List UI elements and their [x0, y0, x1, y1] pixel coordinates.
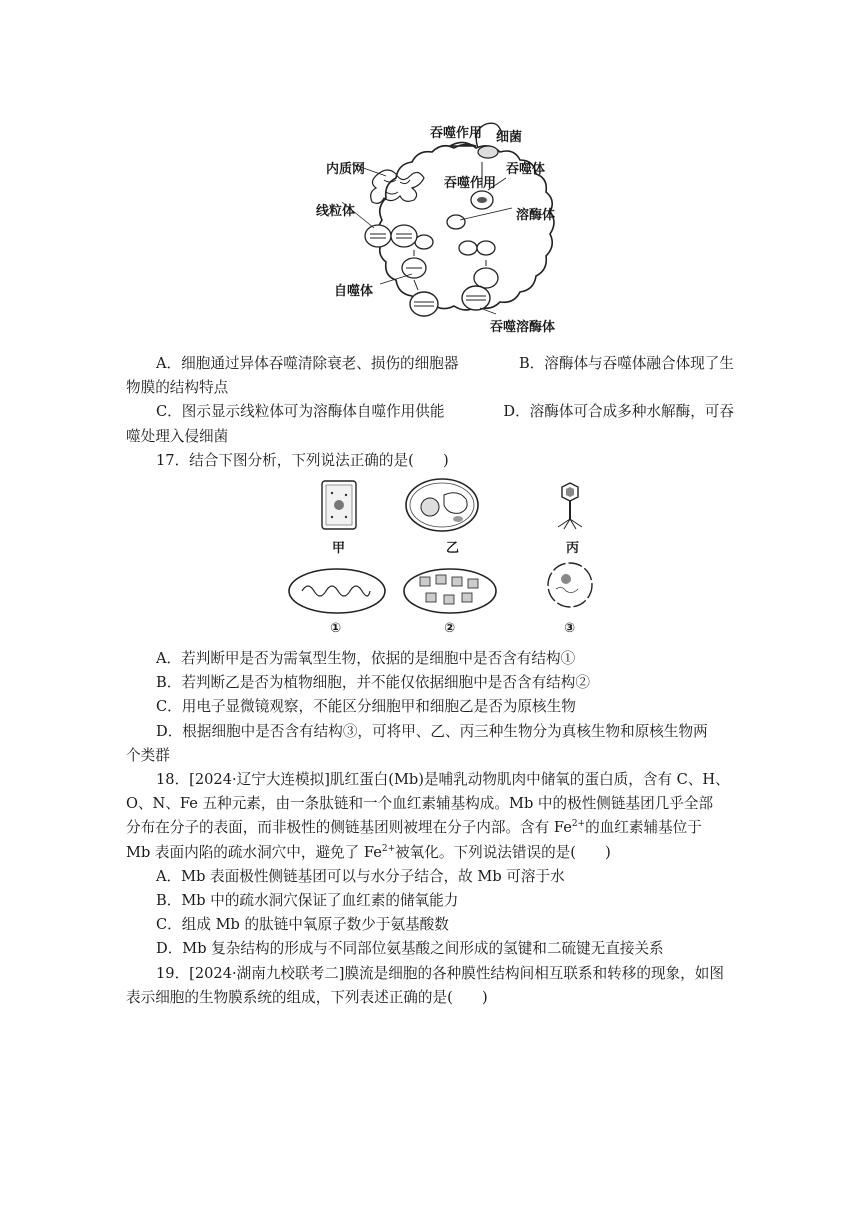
q18-stem-line4: 分布在分子的表面，而非极性的侧链基团则被埋在分子内部。含有 $Fe^{2+}$的血红素辅基位于 [126, 819, 702, 837]
fused-vesicle [474, 268, 498, 288]
organelle-drawing [280, 475, 610, 641]
q17-option-d-part1[interactable]: D．根据细胞中是否含有结构③，可将甲、乙、丙三种生物分为真核生物和原核生物两 [156, 722, 708, 740]
q16-option-b-part2: 物膜的结构特点 [126, 379, 229, 397]
mitochondrion-vesicle-1 [365, 225, 391, 247]
q18-stem-line2: O、N、Fe 五种元素，由一条肽链和一个血红素辅基构成。Mb 中的极性侧链基团几乎全部 [126, 795, 714, 813]
organelle-1-mitochondrion [289, 569, 385, 613]
q16-option-row-1 [126, 352, 734, 376]
lysosome-1 [447, 215, 465, 229]
virus-bing-core [566, 487, 574, 497]
organelle-3-nucleus [548, 563, 592, 607]
q18-option-a[interactable]: A．Mb 表面极性侧链基团可以与水分子结合，故 Mb 可溶于水 [156, 867, 565, 885]
nucleolus [561, 574, 571, 584]
label-phagolysosome: 吞噬溶酶体 [490, 320, 556, 335]
q18-stem-line5: Mb 表面内陷的疏水洞穴中，避免了 $Fe^{2+}$被氧化。下列说法错误的是( ) [126, 843, 611, 861]
label-autophagosome: 自噬体 [334, 284, 374, 299]
q17-q19-text [126, 647, 734, 1010]
q19-stem-line1: 19．[2024·湖南九校联考二]膜流是细胞的各种膜性结构间相互联系和转移的现象，如图 [156, 964, 724, 982]
leader-lysosome [460, 208, 512, 220]
cell-yi-nucleus [421, 498, 439, 516]
q19-stem-line2: 表示细胞的生物膜系统的组成，下列表述正确的是( ) [126, 988, 488, 1006]
label-phagocytosis-top: 吞噬作用 [430, 126, 483, 141]
q16-option-c[interactable]: C．图示显示线粒体可为溶酶体自噬作用供能 [156, 403, 445, 421]
label-phagosome: 吞噬体 [506, 162, 546, 177]
cell-yi-chloroplast [453, 516, 463, 522]
q17-option-b[interactable]: B．若判断乙是否为植物细胞，并不能仅依据细胞中是否含有结构② [156, 674, 590, 692]
q16-option-d-part2: 噬处理入侵细菌 [126, 427, 229, 445]
q17-stem: 17．结合下图分析，下列说法正确的是( ) [156, 451, 449, 469]
engulfed-bacterium [478, 146, 498, 158]
q16-options [126, 352, 734, 473]
label-yi: 乙 [446, 541, 460, 556]
q18-option-b[interactable]: B．Mb 中的疏水洞穴保证了血红素的储氧能力 [156, 892, 459, 910]
label-lysosome: 溶酶体 [516, 208, 556, 223]
cell-diagram-drawing [300, 118, 600, 340]
mitochondrion-vesicle-2 [391, 225, 417, 247]
label-bing: 丙 [566, 541, 580, 556]
label-organelle-1: ① [330, 621, 342, 636]
q17-option-c[interactable]: C．用电子显微镜观察，不能区分细胞甲和细胞乙是否为原核生物 [156, 698, 576, 716]
lysosome-3 [459, 241, 477, 255]
cell-jia-nucleoid [334, 500, 344, 510]
autolysosome [410, 292, 438, 316]
lysosome-4 [477, 241, 495, 255]
label-jia: 甲 [332, 541, 346, 556]
q18-option-d[interactable]: D．Mb 复杂结构的形成与不同部位氨基酸之间形成的氢键和二硫键无直接关系 [156, 940, 664, 958]
q16-option-b-part1[interactable]: B．溶酶体与吞噬体融合体现了生 [518, 355, 734, 372]
q18-option-c[interactable]: C．组成 Mb 的肽链中氧原子数少于氨基酸数 [156, 916, 449, 934]
label-phagocytosis-mid: 吞噬作用 [444, 176, 497, 191]
lysosome-2 [415, 235, 433, 249]
endoplasmic-reticulum [371, 170, 424, 203]
label-organelle-3: ③ [564, 621, 576, 636]
label-organelle-2: ② [444, 621, 456, 636]
q16-option-a[interactable]: A．细胞通过异体吞噬清除衰老、损伤的细胞器 [156, 355, 459, 372]
q16-option-row-2 [126, 400, 734, 424]
phagosome-content [477, 197, 487, 203]
label-mitochondrion: 线粒体 [316, 204, 356, 219]
label-er: 内质网 [326, 162, 366, 177]
label-bacterium: 细菌 [496, 130, 523, 145]
cell-comparison-figure [280, 475, 610, 641]
q17-option-d-part2: 个类群 [126, 746, 170, 764]
q18-stem-line1: 18．[2024·辽宁大连模拟]肌红蛋白(Mb)是哺乳动物肌肉中储氧的蛋白质，含有 C、H、 [156, 771, 730, 789]
virus-bing-fibers [558, 519, 582, 529]
q17-option-a[interactable]: A．若判断甲是否为需氧型生物，依据的是细胞中是否含有结构① [156, 650, 576, 667]
q16-option-d-part1[interactable]: D．溶酶体可合成多种水解酶，可吞 [503, 403, 734, 421]
phagolysosome [462, 286, 490, 310]
organelle-2-chloroplast [404, 569, 496, 613]
cell-autophagy-diagram [300, 118, 600, 340]
